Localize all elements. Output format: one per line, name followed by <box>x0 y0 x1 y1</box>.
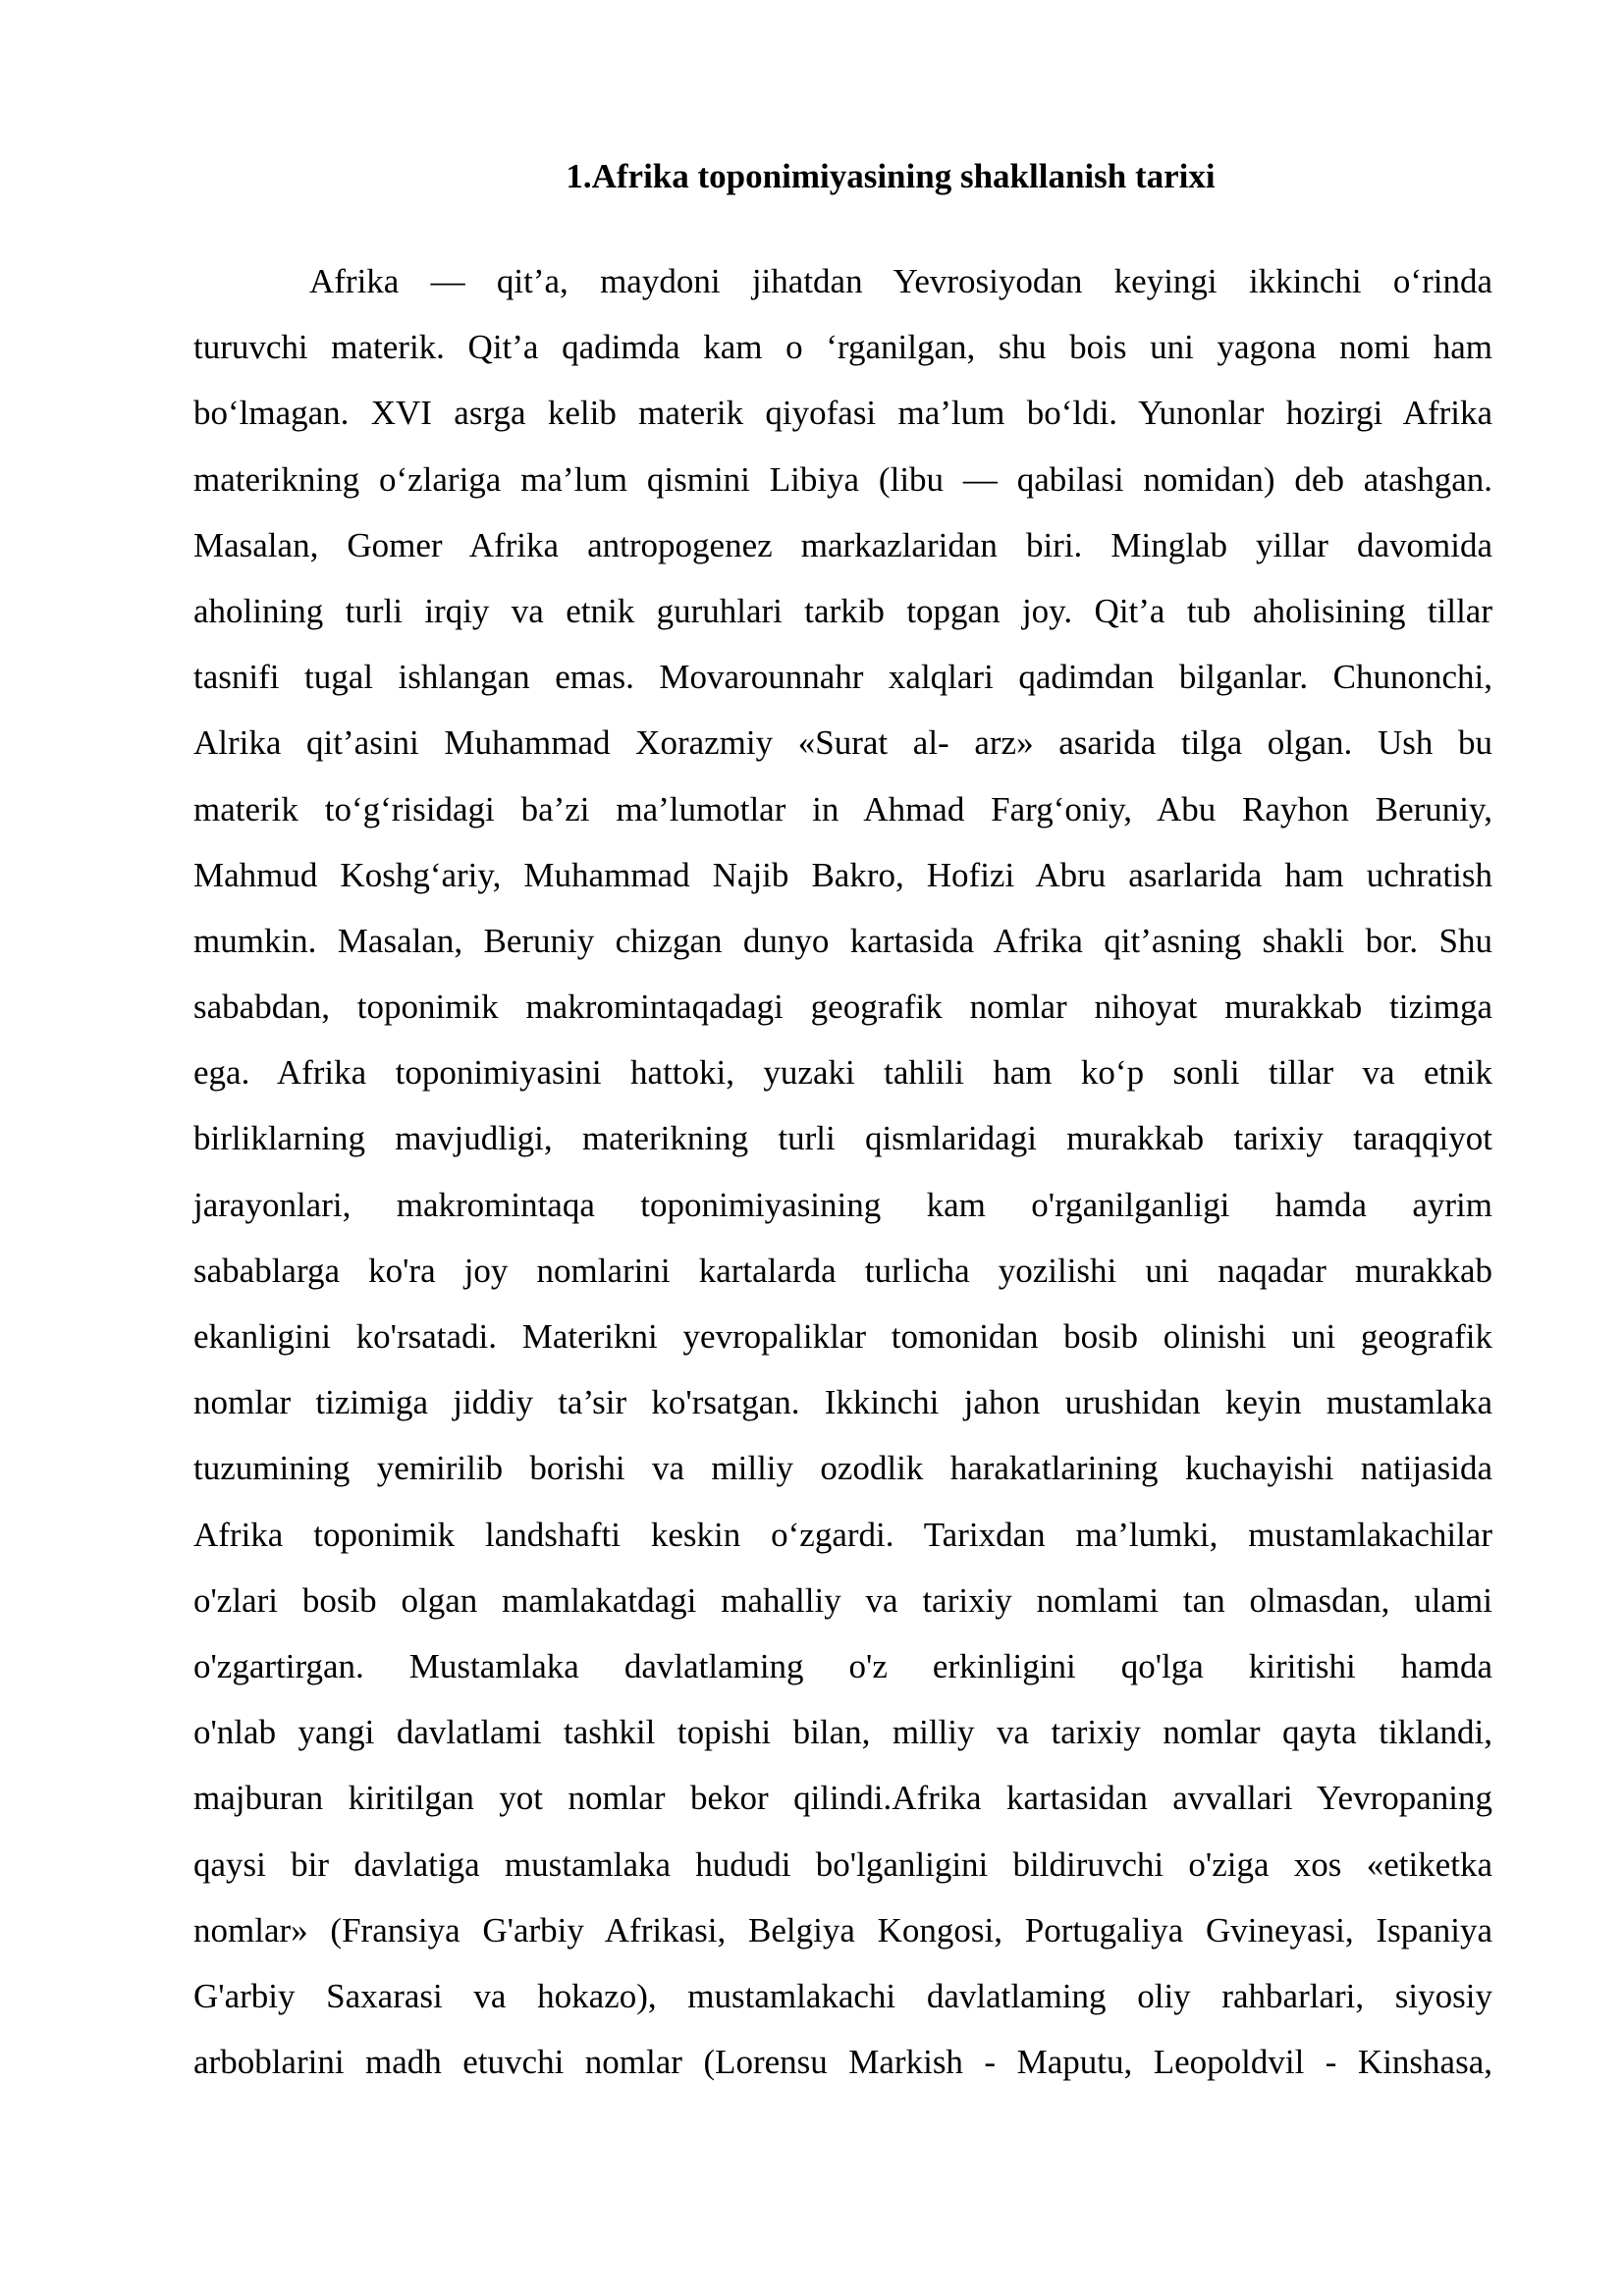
body-paragraph <box>193 257 1492 2104</box>
text-line: arboblarini madh etuvchi nomlar (Lorensu Markish - Maputu, Leopoldvil - Kinshasa, <box>193 2043 1492 2082</box>
text-line: materikning o‘zlariga ma’lum qismini Libiya (libu — qabilasi nomidan) deb atashgan. <box>193 459 1492 499</box>
text-line: o'zgartirgan. Mustamlaka davlatlaming o'z erkinligini qo'lga kiritishi hamda <box>193 1646 1492 1685</box>
text-line: o'zlari bosib olgan mamlakatdagi mahalliy va tarixiy nomlami tan olmasdan, ulami <box>193 1580 1492 1620</box>
text-line: Alrika qit’asini Muhammad Xorazmiy «Surat al- arz» asarida tilga olgan. Ush bu <box>193 723 1492 763</box>
text-line: jarayonlari, makromintaqa toponimiyasining kam o'rganilganligi hamda ayrim <box>193 1185 1492 1224</box>
text-line: Afrika — qit’a, maydoni jihatdan Yevrosiyodan keyingi ikkinchi o‘rinda <box>309 262 1492 300</box>
text-line: ega. Afrika toponimiyasini hattoki, yuzaki tahlili ham ko‘p sonli tillar va etnik <box>193 1053 1492 1093</box>
text-line: nomlar tizimiga jiddiy ta’sir ko'rsatgan. Ikkinchi jahon urushidan keyin mustamlaka <box>193 1383 1492 1422</box>
text-line: bo‘lmagan. XVI asrga kelib materik qiyofasi ma’lum bo‘ldi. Yunonlar hozirgi Afrika <box>193 394 1492 433</box>
text-line: sababdan, toponimik makromintaqadagi geografik nomlar nihoyat murakkab tizimga <box>193 988 1492 1027</box>
text-line: G'arbiy Saxarasi va hokazo), mustamlakachi davlatlaming oliy rahbarlari, siyosiy <box>193 1976 1492 2015</box>
text-line: qaysi bir davlatiga mustamlaka hududi bo'lganligini bildiruvchi o'ziga xos «etiketka <box>193 1844 1492 1884</box>
text-line: materik to‘g‘risidagi ba’zi ma’lumotlar in Ahmad Farg‘oniy, Abu Rayhon Beruniy, <box>193 789 1492 828</box>
text-line: turuvchi materik. Qit’a qadimda kam o ‘rganilgan, shu bois uni yagona nomi ham <box>193 328 1492 367</box>
text-line: Mahmud Koshg‘ariy, Muhammad Najib Bakro, Hofizi Abru asarlarida ham uchratish <box>193 855 1492 894</box>
text-line: aholining turli irqiy va etnik guruhlari tarkib topgan joy. Qit’a tub aholisining tillar <box>193 591 1492 630</box>
text-line: sabablarga ko'ra joy nomlarini kartalarda turlicha yozilishi uni naqadar murakkab <box>193 1251 1492 1290</box>
text-line: majburan kiritilgan yot nomlar bekor qilindi.Afrika kartasidan avvallari Yevropaning <box>193 1779 1492 1818</box>
text-line: o'nlab yangi davlatlami tashkil topishi bilan, milliy va tarixiy nomlar qayta tiklandi, <box>193 1713 1492 1752</box>
text-line: tasnifi tugal ishlangan emas. Movarounnahr xalqlari qadimdan bilganlar. Chunonchi, <box>193 658 1492 697</box>
text-line: nomlar» (Fransiya G'arbiy Afrikasi, Belgiya Kongosi, Portugaliya Gvineyasi, Ispaniya <box>193 1910 1492 1949</box>
text-line: Masalan, Gomer Afrika antropogenez markazlaridan biri. Minglab yillar davomida <box>193 525 1492 564</box>
text-line: birliklarning mavjudligi, materikning turli qismlaridagi murakkab tarixiy taraqqiyot <box>193 1119 1492 1158</box>
text-line: Afrika toponimik landshafti keskin o‘zgardi. Tarixdan ma’lumki, mustamlakachilar <box>193 1515 1492 1554</box>
text-line: ekanligini ko'rsatadi. Materikni yevropaliklar tomonidan bosib olinishi uni geografik <box>193 1317 1492 1356</box>
text-line: mumkin. Masalan, Beruniy chizgan dunyo kartasida Afrika qit’asning shakli bor. Shu <box>193 921 1492 960</box>
text-line: tuzumining yemirilib borishi va milliy ozodlik harakatlarining kuchayishi natijasida <box>193 1449 1492 1488</box>
page-title: 1.Afrika toponimiyasining shakllanish tarixi <box>566 157 1216 195</box>
